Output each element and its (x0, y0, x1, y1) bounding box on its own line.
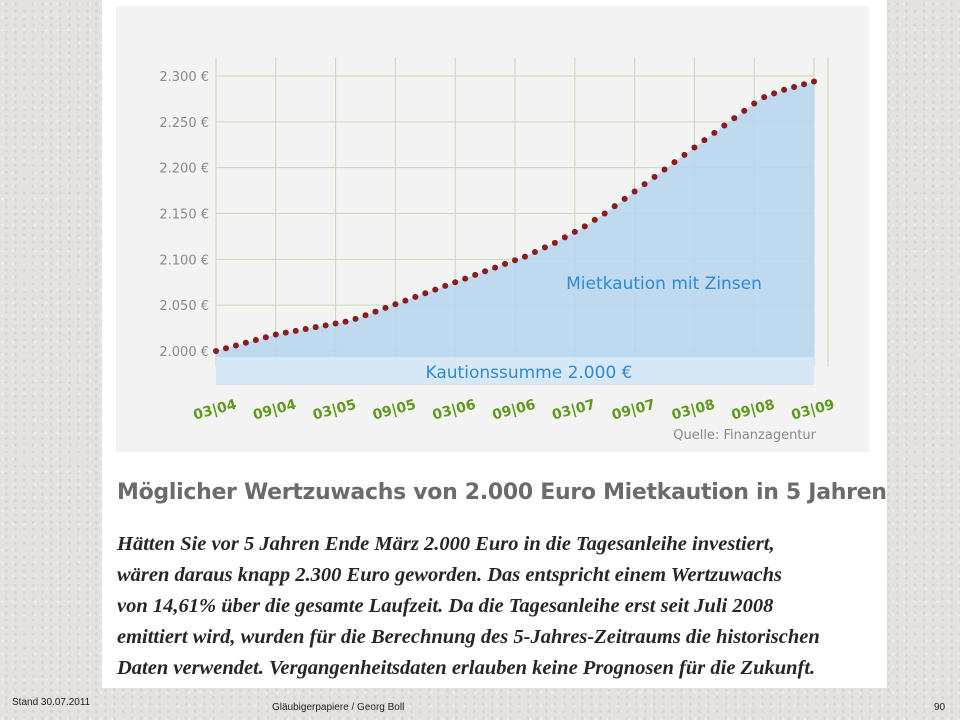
source-label: Quelle: Finanzagentur (673, 428, 816, 443)
description-line: wären daraus knapp 2.300 Euro geworden. Das entspricht einem Wertzuwachs (117, 564, 783, 586)
data-point (462, 276, 468, 282)
data-point (432, 287, 438, 293)
data-point (263, 334, 269, 340)
x-tick-label: 03|08 (670, 396, 717, 424)
y-tick-label: 2.200 € (159, 161, 209, 177)
data-point (781, 87, 787, 93)
description-line: von 14,61% über die gesamte Laufzeit. Da die Tagesanleihe erst seit Juli 2008 (117, 595, 774, 617)
data-point (791, 84, 797, 90)
footer-date: Stand 30.07.2011 (12, 697, 91, 708)
data-point (502, 261, 508, 267)
chart-heading: Möglicher Wertzuwachs von 2.000 Euro Mietkaution in 5 Jahren (117, 480, 887, 505)
data-point (801, 81, 807, 87)
data-point (452, 279, 458, 285)
x-tick-label: 03|06 (430, 396, 478, 424)
data-point (313, 324, 319, 330)
data-point (532, 249, 538, 255)
data-point (353, 316, 359, 322)
x-tick-label: 03|09 (789, 396, 837, 424)
page-number: 90 (934, 702, 946, 713)
x-tick-label: 09|07 (610, 396, 657, 424)
data-point (542, 244, 548, 250)
x-tick-label: 09|06 (490, 396, 538, 424)
data-point (253, 337, 259, 343)
data-point (811, 79, 817, 85)
y-tick-label: 2.150 € (159, 207, 209, 223)
data-point (343, 319, 349, 325)
y-tick-label: 2.300 € (159, 70, 209, 85)
y-tick-label: 2.250 € (159, 115, 209, 131)
data-point (363, 312, 369, 318)
data-point (761, 94, 767, 100)
data-point (612, 203, 618, 209)
data-point (303, 326, 309, 332)
data-point (741, 108, 747, 114)
data-point (592, 217, 598, 223)
data-point (522, 254, 528, 260)
data-point (482, 268, 488, 274)
description-line: Daten verwendet. Vergangenheitsdaten erlauben keine Prognosen für die Zukunft. (117, 657, 816, 679)
x-tick-label: 09|05 (371, 396, 418, 424)
description-text (117, 529, 877, 684)
data-point (422, 290, 428, 296)
data-point (731, 115, 737, 121)
data-point (273, 332, 279, 338)
data-point (622, 196, 628, 202)
x-tick-label: 03|07 (550, 396, 598, 424)
footer-title: Gläubigerpapiere / Georg Boll (272, 702, 405, 713)
area-chart (116, 6, 869, 452)
data-point (472, 272, 478, 278)
data-point (223, 345, 229, 351)
y-tick-label: 2.050 € (159, 299, 209, 315)
data-point (562, 234, 568, 240)
data-point (582, 223, 588, 229)
y-tick-label: 2.000 € (159, 345, 209, 360)
data-point (402, 298, 408, 304)
description-line: emittiert wird, wurden für die Berechnung des 5-Jahres-Zeitraums die historischen (117, 626, 820, 648)
data-point (771, 90, 777, 96)
x-tick-label: 03|04 (191, 396, 239, 424)
data-point (681, 152, 687, 158)
data-point (283, 330, 289, 336)
data-point (293, 328, 299, 334)
x-tick-label: 03|05 (311, 396, 358, 424)
data-point (372, 309, 378, 315)
data-point (323, 322, 329, 328)
data-point (213, 348, 219, 354)
data-point (512, 257, 518, 263)
data-point (572, 229, 578, 235)
data-point (691, 145, 697, 151)
data-point (701, 137, 707, 143)
chart-panel (116, 6, 869, 452)
series-label: Mietkaution mit Zinsen (566, 274, 762, 294)
data-point (751, 101, 757, 107)
x-tick-label: 09|04 (251, 396, 299, 424)
data-point (243, 340, 249, 346)
data-point (552, 240, 558, 246)
base-band-label: Kautionssumme 2.000 € (425, 363, 633, 383)
data-point (662, 167, 668, 173)
data-point (442, 283, 448, 289)
data-point (602, 211, 608, 217)
description-line: Hätten Sie vor 5 Jahren Ende März 2.000 Euro in die Tagesanleihe investiert, (117, 533, 775, 555)
data-point (492, 265, 498, 271)
data-point (392, 301, 398, 307)
data-point (233, 343, 239, 349)
data-point (412, 294, 418, 300)
data-point (382, 305, 388, 311)
x-tick-label: 09|08 (729, 396, 777, 424)
data-point (671, 159, 677, 165)
data-point (711, 130, 717, 136)
data-point (642, 181, 648, 187)
data-point (721, 123, 727, 129)
data-point (333, 321, 339, 327)
data-point (652, 174, 658, 180)
data-point (632, 189, 638, 195)
y-tick-label: 2.100 € (159, 253, 209, 269)
